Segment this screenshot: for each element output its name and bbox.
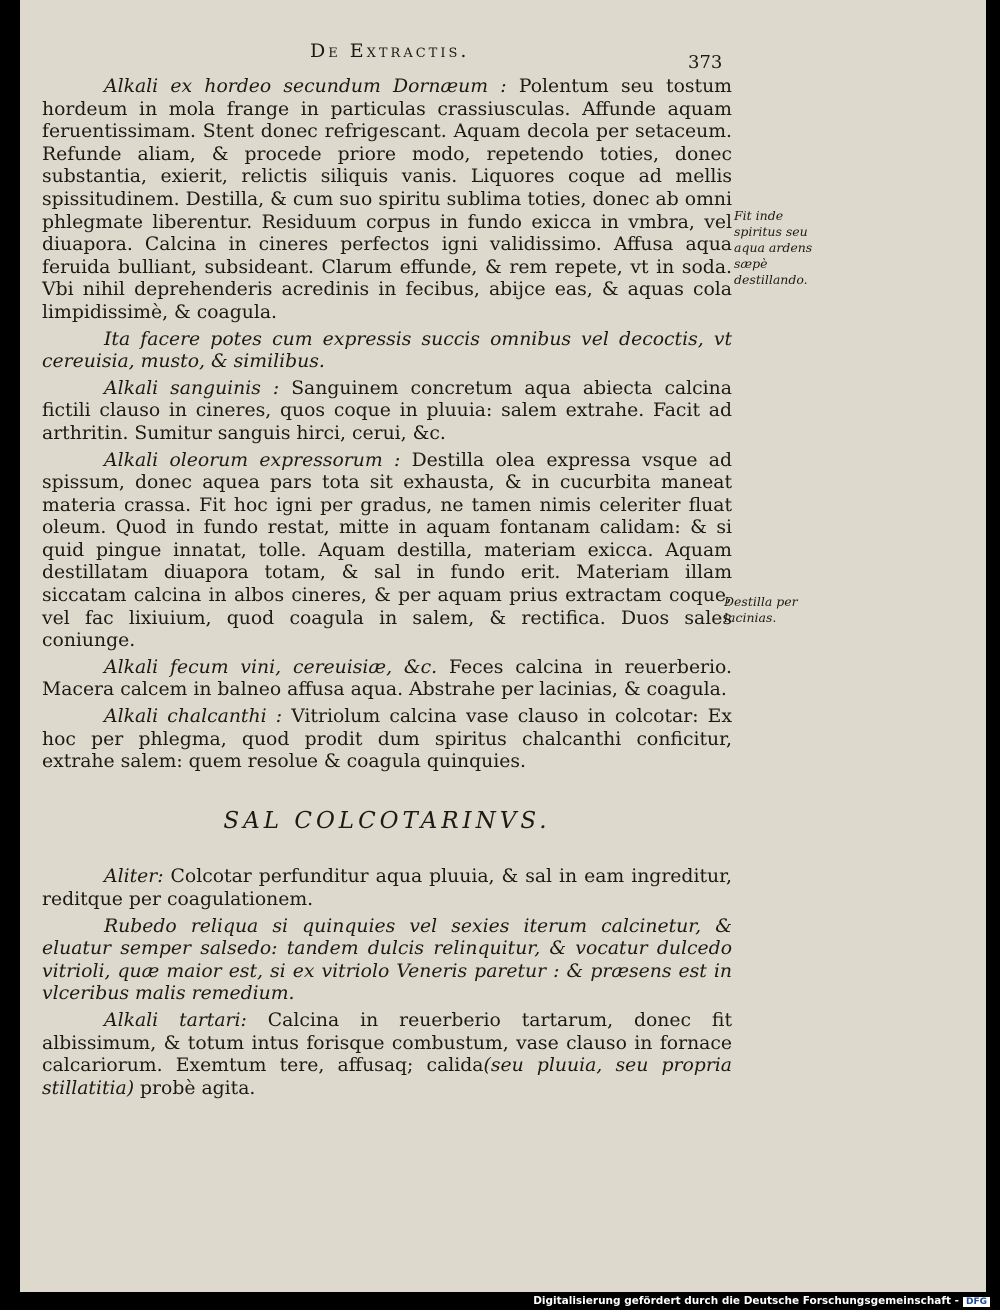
book-page [20, 0, 986, 1292]
digitization-footer [533, 1295, 990, 1307]
paragraph-alkali-oleorum [42, 450, 732, 653]
entry-text: Vitriolum calcina vase clauso in colcotar: Ex hoc per phlegma, quod prodit dum spiritus chalcanthi conficitur, extrahe salem: quem resolue & coagula quinquies. [42, 706, 732, 773]
paragraph-alkali-fecum [42, 657, 732, 702]
entry-text: Destilla olea expressa vsque ad spissum, donec aquea pars tota sit exhausta, & in cucurbita maneat materia crassa. Fit hoc igni per gradus, ne tamen nimis celeriter fluat oleum. Quod in fundo restat, mitte in aquam fontanam calidam: & si quid pingue innatat, tolle. Aquam destilla, materiam exicca. Aquam destillatam diuapora totam, & sal in fundo erit. Materiam illam siccatam calcina in albos cineres, & per aquam prius extractam coque, vel fac lixiuium, quod coagula in salem, & rectifica. Duos sales coniunge. [42, 449, 732, 652]
entry-text: Colcotar perfunditur aqua pluuia, & sal in eam ingreditur, reditque per coagulationem. [42, 866, 732, 910]
margin-note-lacinias: Destilla per lacinias. [724, 594, 798, 625]
entry-text: Polentum seu tostum hordeum in mola frange in particulas crassiusculas. Affunde aquam feruentissimam. Stent donec refrigescant. Aquam decola per setaceum. Refunde aliam, & procede priore modo, repetendo toties, donec substantia, exierit, relictis siliquis vanis. Liquores coque ad mellis spissitudinem. Destilla, & cum suo spiritu sublima toties, donec ab omni phlegmate liberentur. Residuum corpus in fundo exicca in vmbra, vel diuapora. Calcina in cineres perfectos igni validissimo. Affusa aqua feruida bulliant, subsideant. Clarum effunde, & rem repete, vt in soda. Vbi nihil deprehenderis acredinis in fecibus, abijce eas, & aquas cola limpidissimè, & coagula. [42, 76, 732, 323]
dfg-logo-icon: DFG [963, 1297, 990, 1307]
entry-text: Calcina in reuerberio tartarum, donec fit albissimum, & totum intus forisque combustum, vase clauso in fornace calcariorum. Exemtum tere, affusaq; calida [42, 1009, 732, 1077]
paragraph-alkali-hordeo [42, 76, 732, 325]
paragraph-alkali-chalcanthi [42, 706, 732, 774]
entry-text: Feces calcina in reuerberio. Macera calcem in balneo affusa aqua. Abstrahe per lacinias, & coagula. [42, 656, 732, 701]
entry-label: Alkali oleorum expressorum : [104, 449, 401, 471]
entry-text: Sanguinem concretum aqua abiecta calcina fictili clauso in cineres, quos coque in pluuia: salem extrahe. Facit ad arthritin. Sumitur sanguis hirci, cerui, &c. [42, 377, 732, 444]
paragraph-aliter [42, 866, 732, 911]
entry-label: Alkali sanguinis : [104, 377, 280, 399]
entry-label: Alkali tartari: [104, 1009, 247, 1031]
paragraph-alkali-tartari [42, 1010, 732, 1100]
margin-note-spiritus: Fit inde spiritus seu aqua ardens sæpè destillando. [734, 208, 813, 287]
paragraph-rubedo [42, 916, 732, 1006]
section-heading: SAL COLCOTARINVS. [223, 807, 551, 834]
entry-label: Alkali chalcanthi : [104, 706, 283, 728]
entry-label: Alkali fecum vini, cereuisiæ, &c. [104, 656, 438, 678]
page-number: 373 [688, 52, 723, 73]
entry-text-end: probè agita. [140, 1077, 256, 1099]
body-text [42, 76, 732, 1104]
entry-label: Alkali ex hordeo secundum Dornæum : [104, 76, 507, 97]
footer-text: Digitalisierung gefördert durch die Deutsche Forschungsgemeinschaft - [533, 1295, 959, 1307]
entry-parenthetical: (seu pluuia, seu propria stillatitia) [42, 1055, 733, 1099]
paragraph-ita-facere [42, 329, 732, 374]
entry-text: Rubedo reliqua si quinquies vel sexies iterum calcinetur, & eluatur semper salsedo: tandem dulcis relinquitur, & vocatur dulcedo vitrioli, quæ maior est, si ex vitriolo Veneris paretur : & præsens est in vlceribus malis remedium. [42, 915, 732, 1005]
entry-label: Aliter: [104, 866, 164, 888]
running-head: De Extractis. [310, 40, 470, 62]
paragraph-alkali-sanguinis [42, 378, 732, 446]
entry-text: Ita facere potes cum expressis succis omnibus vel decoctis, vt cereuisia, musto, & similibus. [42, 328, 732, 373]
